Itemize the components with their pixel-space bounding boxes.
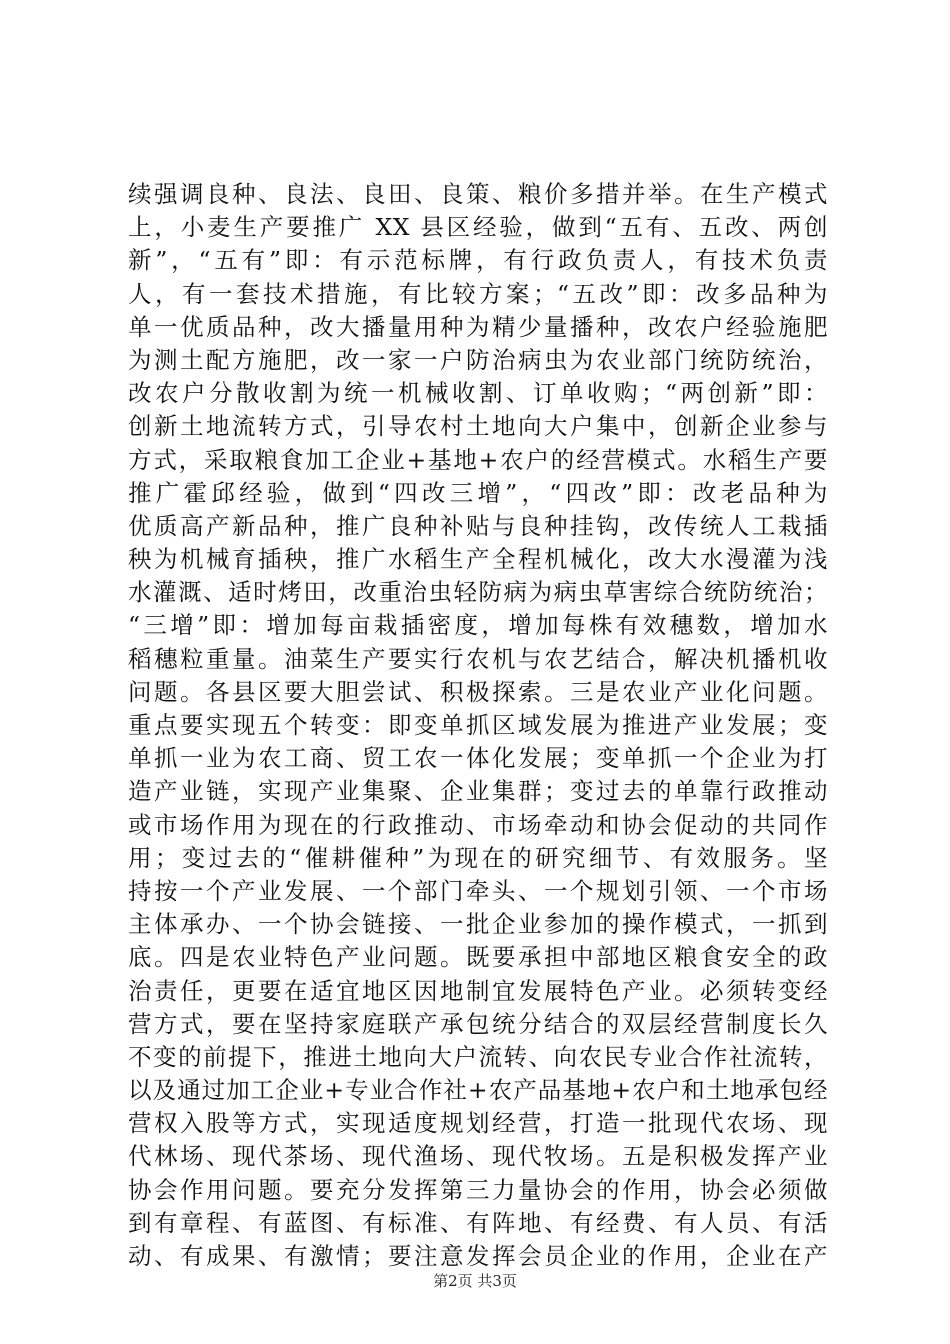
text-line: 造产业链，实现产业集聚、企业集群；变过去的单靠行政推动 — [128, 777, 828, 806]
text-line: 问题。各县区要大胆尝试、积极探索。三是农业产业化问题。 — [128, 677, 828, 706]
text-line: 稻穗粒重量。油菜生产要实行农机与农艺结合，解决机播机收 — [128, 644, 828, 673]
text-line: 方式，采取粮食加工企业+基地+农户的经营模式。水稻生产要 — [128, 445, 828, 474]
text-line: 以及通过加工企业+专业合作社+农产品基地+农户和土地承包经 — [128, 1076, 828, 1105]
text-line: 营方式，要在坚持家庭联产承包统分结合的双层经营制度长久 — [128, 1009, 828, 1038]
text-line: 续强调良种、良法、良田、良策、粮价多措并举。在生产模式 — [128, 180, 828, 208]
text-line: 底。四是农业特色产业问题。既要承担中部地区粮食安全的政 — [128, 943, 828, 972]
text-line: 营权入股等方式，实现适度规划经营，打造一批现代农场、现 — [128, 1109, 828, 1138]
text-line: 用；变过去的“催耕催种”为现在的研究细节、有效服务。坚 — [128, 843, 828, 872]
text-line: 治责任，更要在适宜地区因地制宜发展特色产业。必须转变经 — [128, 976, 828, 1005]
text-line: 新”，“五有”即：有示范标牌，有行政负责人，有技术负责 — [128, 246, 828, 275]
text-line: 水灌溉、适时烤田，改重治虫轻防病为病虫草害综合统防统治； — [128, 578, 828, 607]
text-line: 持按一个产业发展、一个部门牵头、一个规划引领、一个市场 — [128, 876, 828, 905]
text-line: 到有章程、有蓝图、有标准、有阵地、有经费、有人员、有活 — [128, 1208, 828, 1237]
text-line: 为测土配方施肥，改一家一户防治病虫为农业部门统防统治， — [128, 345, 828, 374]
text-line: 或市场作用为现在的行政推动、市场牵动和协会促动的共同作 — [128, 810, 828, 839]
text-line: 重点要实现五个转变：即变单抓区域发展为推进产业发展；变 — [128, 711, 828, 739]
text-line: 协会作用问题。要充分发挥第三力量协会的作用，协会必须做 — [128, 1175, 828, 1204]
text-line: 推广霍邱经验，做到“四改三增”，“四改”即：改老品种为 — [128, 478, 828, 507]
text-line: 主体承办、一个协会链接、一批企业参加的操作模式，一抓到 — [128, 910, 828, 939]
text-line: 动、有成果、有激情；要注意发挥会员企业的作用，企业在产 — [128, 1242, 828, 1270]
text-line: 单抓一业为农工商、贸工农一体化发展；变单抓一个企业为打 — [128, 744, 828, 773]
page-footer: 第2页 共3页 — [433, 1272, 517, 1290]
text-line: 优质高产新品种，推广良种补贴与良种挂钩，改传统人工栽插 — [128, 511, 828, 540]
text-line: 上，小麦生产要推广 XX 县区经验，做到“五有、五改、两创 — [128, 213, 828, 242]
text-line: 不变的前提下，推进土地向大户流转、向农民专业合作社流转， — [128, 1042, 828, 1071]
text-line: 秧为机械育插秧，推广水稻生产全程机械化，改大水漫灌为浅 — [128, 545, 828, 574]
text-line: 改农户分散收割为统一机械收割、订单收购；“两创新”即： — [128, 379, 828, 408]
text-line: 人，有一套技术措施，有比较方案；“五改”即：改多品种为 — [128, 279, 828, 308]
text-line: 单一优质品种，改大播量用种为精少量播种，改农户经验施肥 — [128, 312, 828, 341]
text-line: 创新土地流转方式，引导农村土地向大户集中，创新企业参与 — [128, 412, 828, 441]
body-text — [128, 178, 828, 1273]
text-line: 代林场、现代茶场、现代渔场、现代牧场。五是积极发挥产业 — [128, 1142, 828, 1171]
text-line: “三增”即：增加每亩栽插密度，增加每株有效穗数，增加水 — [128, 611, 828, 640]
